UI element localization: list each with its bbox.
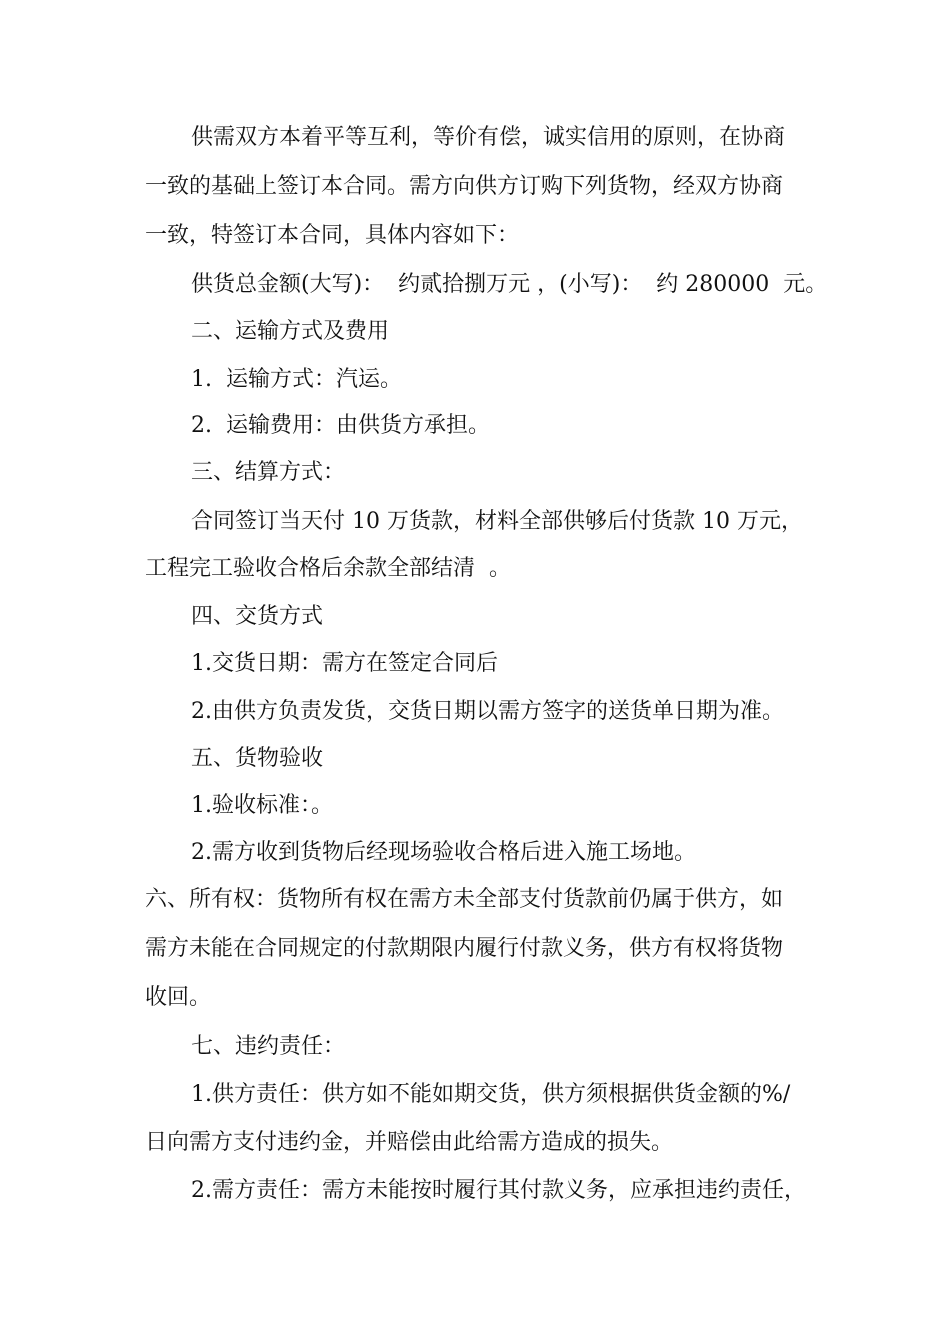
text-line: 收回。 [145, 985, 212, 1010]
text-line: 2.由供方负责发货，交货日期以需方签字的送货单日期为准。 [191, 699, 784, 724]
text-line: 供货总金额(大写)： 约贰拾捌万元 ，(小写)： 约 280000 元。 [191, 272, 828, 297]
text-line: 1.验收标准：。 [191, 793, 333, 818]
text-line: 一致，特签订本合同，具体内容如下： [145, 223, 520, 248]
section-heading: 五、货物验收 [191, 746, 324, 771]
text-line: 合同签订当天付 10 万货款，材料全部供够后付货款 10 万元， [191, 509, 803, 534]
text-line: 需方未能在合同规定的付款期限内履行付款义务，供方有权将货物 [145, 936, 784, 961]
section-heading: 六、所有权：货物所有权在需方未全部支付货款前仍属于供方，如 [145, 887, 784, 912]
section-heading: 四、交货方式 [191, 604, 324, 629]
text-line: 1.交货日期：需方在签定合同后 [191, 651, 498, 676]
section-heading: 三、结算方式： [191, 460, 346, 485]
text-line: 工程完工验收合格后余款全部结清 。 [145, 556, 511, 581]
text-line: 供需双方本着平等互利，等价有偿，诚实信用的原则，在协商 [191, 125, 786, 150]
section-heading: 七、违约责任： [191, 1034, 346, 1059]
text-line: 1. 运输方式：汽运。 [191, 367, 402, 392]
text-line: 日向需方支付违约金，并赔偿由此给需方造成的损失。 [145, 1130, 674, 1155]
text-line: 2.需方收到货物后经现场验收合格后进入施工场地。 [191, 840, 696, 865]
section-heading: 二、运输方式及费用 [191, 319, 390, 344]
text-line: 一致的基础上签订本合同。需方向供方订购下列货物，经双方协商 [145, 174, 784, 199]
text-line: 2. 运输费用：由供货方承担。 [191, 413, 490, 438]
text-line: 1.供方责任：供方如不能如期交货，供方须根据供货金额的%/ [191, 1082, 791, 1107]
text-line: 2.需方责任：需方未能按时履行其付款义务，应承担违约责任， [191, 1178, 806, 1203]
